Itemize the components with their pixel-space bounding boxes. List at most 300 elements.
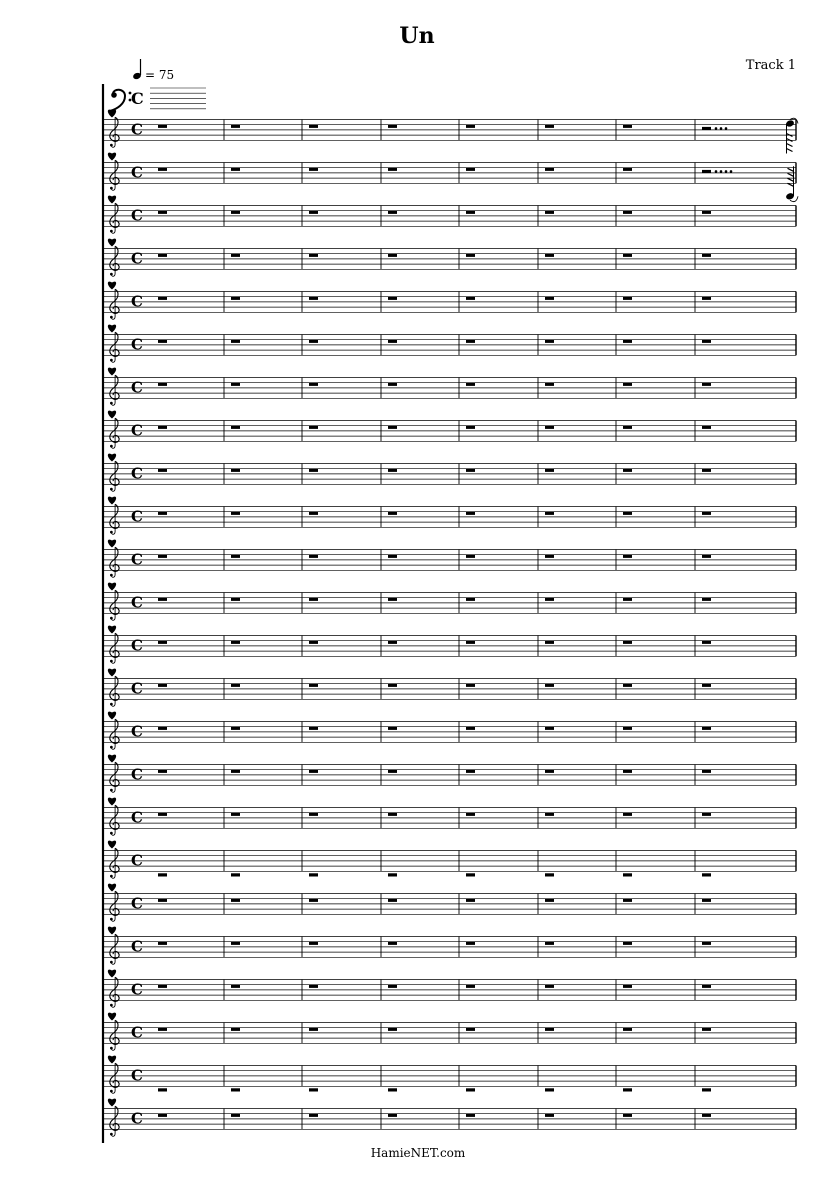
whole-rest: [545, 899, 554, 902]
treble-staff: [103, 239, 796, 277]
staff-connector-icon: [108, 196, 116, 204]
whole-rest: [545, 555, 554, 558]
whole-rest: [231, 512, 240, 515]
treble-staff: [103, 798, 796, 836]
treble-clef-icon: [110, 160, 119, 190]
whole-rest: [231, 1114, 240, 1117]
staff-connector-icon: [108, 1056, 116, 1064]
whole-rest: [158, 598, 167, 601]
whole-rest: [388, 340, 397, 343]
whole-rest: [158, 873, 167, 876]
whole-rest: [231, 340, 240, 343]
whole-rest: [702, 383, 711, 386]
whole-rest: [466, 770, 475, 773]
time-signature: C: [131, 636, 143, 655]
whole-rest: [309, 899, 318, 902]
whole-rest: [623, 1088, 632, 1091]
whole-rest: [466, 297, 475, 300]
whole-rest: [309, 873, 318, 876]
dot: [730, 170, 733, 173]
whole-rest: [231, 770, 240, 773]
tempo-marking: [132, 59, 174, 82]
whole-rest: [623, 512, 632, 515]
bass-clef-icon: [110, 90, 131, 111]
whole-rest: [702, 813, 711, 816]
treble-clef-icon: [110, 1063, 119, 1093]
time-signature: C: [131, 163, 143, 182]
dot: [720, 127, 723, 130]
whole-rest: [231, 598, 240, 601]
time-signature: C: [131, 593, 143, 612]
treble-staff: [103, 970, 796, 1008]
whole-rest: [545, 297, 554, 300]
whole-rest: [545, 727, 554, 730]
treble-staff: [103, 153, 798, 202]
treble-clef-icon: [110, 848, 119, 878]
staff-connector-icon: [108, 153, 116, 161]
time-signature: C: [131, 1066, 143, 1085]
time-signature: C: [131, 894, 143, 913]
whole-rest: [545, 1114, 554, 1117]
whole-rest: [309, 426, 318, 429]
whole-rest: [388, 727, 397, 730]
whole-rest: [309, 297, 318, 300]
staff-connector-icon: [108, 497, 116, 505]
treble-clef-icon: [110, 117, 119, 147]
whole-rest: [466, 684, 475, 687]
whole-rest: [545, 641, 554, 644]
whole-rest: [309, 942, 318, 945]
whole-rest: [545, 598, 554, 601]
whole-rest: [388, 598, 397, 601]
whole-rest: [388, 641, 397, 644]
whole-rest: [158, 297, 167, 300]
whole-rest: [623, 813, 632, 816]
whole-rest: [466, 1088, 475, 1091]
whole-rest: [158, 426, 167, 429]
whole-rest: [702, 1114, 711, 1117]
treble-staff: [103, 540, 796, 578]
whole-rest: [545, 770, 554, 773]
treble-staff: [103, 927, 796, 965]
treble-staff: [103, 841, 796, 879]
whole-rest: [158, 340, 167, 343]
whole-rest: [466, 899, 475, 902]
whole-rest: [623, 211, 632, 214]
whole-rest: [388, 254, 397, 257]
time-signature: C: [131, 550, 143, 569]
whole-rest: [702, 1088, 711, 1091]
whole-rest: [309, 340, 318, 343]
whole-rest: [388, 1114, 397, 1117]
whole-rest: [231, 1028, 240, 1031]
whole-rest: [466, 1114, 475, 1117]
whole-rest: [388, 813, 397, 816]
whole-rest: [231, 469, 240, 472]
whole-rest: [231, 168, 240, 171]
treble-staff: [103, 626, 796, 664]
whole-rest: [466, 1028, 475, 1031]
whole-rest: [388, 770, 397, 773]
staff-connector-icon: [108, 540, 116, 548]
treble-staff: [103, 196, 796, 234]
whole-rest: [466, 469, 475, 472]
time-signature: C: [131, 89, 144, 108]
whole-rest: [158, 383, 167, 386]
whole-rest: [545, 211, 554, 214]
staff-connector-icon: [108, 110, 116, 118]
whole-rest: [231, 254, 240, 257]
whole-rest: [388, 899, 397, 902]
whole-rest: [466, 426, 475, 429]
whole-rest: [158, 211, 167, 214]
whole-rest: [623, 426, 632, 429]
whole-rest: [309, 598, 318, 601]
whole-rest: [466, 942, 475, 945]
whole-rest: [309, 469, 318, 472]
whole-rest: [466, 813, 475, 816]
half-rest: [702, 170, 711, 173]
staff-connector-icon: [108, 626, 116, 634]
whole-rest: [545, 873, 554, 876]
whole-rest: [158, 1088, 167, 1091]
whole-rest: [158, 555, 167, 558]
whole-rest: [545, 254, 554, 257]
whole-rest: [309, 383, 318, 386]
time-signature: C: [131, 851, 143, 870]
treble-clef-icon: [110, 203, 119, 233]
whole-rest: [158, 899, 167, 902]
half-rest: [702, 127, 711, 130]
time-signature: C: [131, 206, 143, 225]
whole-rest: [623, 641, 632, 644]
whole-rest: [466, 512, 475, 515]
whole-rest: [466, 873, 475, 876]
whole-rest: [309, 512, 318, 515]
treble-clef-icon: [110, 332, 119, 362]
whole-rest: [158, 641, 167, 644]
whole-rest: [158, 469, 167, 472]
whole-rest: [623, 1028, 632, 1031]
treble-clef-icon: [110, 719, 119, 749]
treble-clef-icon: [110, 676, 119, 706]
treble-staff: [103, 755, 796, 793]
whole-rest: [545, 125, 554, 128]
whole-rest: [231, 211, 240, 214]
whole-rest: [702, 297, 711, 300]
time-signature: C: [131, 249, 143, 268]
staff-connector-icon: [108, 454, 116, 462]
tempo-text: = 75: [145, 68, 175, 82]
whole-rest: [545, 383, 554, 386]
whole-rest: [309, 555, 318, 558]
whole-rest: [545, 813, 554, 816]
whole-rest: [231, 942, 240, 945]
bass-staff: [110, 88, 206, 111]
whole-rest: [388, 555, 397, 558]
whole-rest: [309, 813, 318, 816]
whole-rest: [158, 942, 167, 945]
whole-rest: [231, 727, 240, 730]
time-signature: C: [131, 1109, 143, 1128]
treble-clef-icon: [110, 547, 119, 577]
treble-clef-icon: [110, 246, 119, 276]
whole-rest: [309, 1028, 318, 1031]
staff-connector-icon: [108, 884, 116, 892]
whole-rest: [545, 942, 554, 945]
whole-rest: [545, 340, 554, 343]
whole-rest: [702, 770, 711, 773]
staff-connector-icon: [108, 712, 116, 720]
staff-connector-icon: [108, 1013, 116, 1021]
whole-rest: [231, 641, 240, 644]
whole-rest: [231, 297, 240, 300]
treble-staff: [103, 110, 798, 154]
whole-rest: [545, 1028, 554, 1031]
time-signature: C: [131, 765, 143, 784]
whole-rest: [623, 598, 632, 601]
whole-rest: [388, 873, 397, 876]
treble-clef-icon: [110, 977, 119, 1007]
whole-rest: [309, 211, 318, 214]
dot: [715, 127, 718, 130]
whole-rest: [702, 340, 711, 343]
whole-rest: [702, 985, 711, 988]
treble-clef-icon: [110, 1106, 119, 1136]
whole-rest: [158, 770, 167, 773]
whole-rest: [158, 985, 167, 988]
treble-staff: [103, 411, 796, 449]
whole-rest: [466, 641, 475, 644]
time-signature: C: [131, 980, 143, 999]
treble-staff: [103, 282, 796, 320]
whole-rest: [545, 168, 554, 171]
whole-rest: [388, 426, 397, 429]
treble-staff: [103, 454, 796, 492]
whole-rest: [231, 426, 240, 429]
footer-credit: HamieNET.com: [370, 1146, 466, 1160]
whole-rest: [623, 942, 632, 945]
whole-rest: [231, 985, 240, 988]
whole-rest: [545, 512, 554, 515]
whole-rest: [158, 254, 167, 257]
time-signature: C: [131, 378, 143, 397]
whole-rest: [623, 383, 632, 386]
whole-rest: [388, 383, 397, 386]
time-signature: C: [131, 507, 143, 526]
whole-rest: [466, 383, 475, 386]
whole-rest: [623, 985, 632, 988]
whole-rest: [466, 168, 475, 171]
whole-rest: [388, 1028, 397, 1031]
whole-rest: [702, 727, 711, 730]
whole-rest: [623, 297, 632, 300]
staff-connector-icon: [108, 798, 116, 806]
time-signature: C: [131, 808, 143, 827]
whole-rest: [623, 340, 632, 343]
staff-connector-icon: [108, 239, 116, 247]
staff-connector-icon: [108, 411, 116, 419]
whole-rest: [388, 1088, 397, 1091]
whole-rest: [309, 1114, 318, 1117]
whole-rest: [158, 168, 167, 171]
dot: [725, 170, 728, 173]
staff-connector-icon: [108, 583, 116, 591]
treble-staff: [103, 1056, 796, 1094]
whole-rest: [702, 254, 711, 257]
staff-connector-icon: [108, 669, 116, 677]
whole-rest: [466, 211, 475, 214]
whole-rest: [231, 684, 240, 687]
whole-rest: [231, 873, 240, 876]
time-signature: C: [131, 120, 143, 139]
staff-connector-icon: [108, 927, 116, 935]
staff-connector-icon: [108, 1099, 116, 1107]
whole-rest: [702, 426, 711, 429]
whole-rest: [623, 684, 632, 687]
staff-connector-icon: [108, 755, 116, 763]
whole-rest: [545, 985, 554, 988]
treble-clef-icon: [110, 934, 119, 964]
treble-staff: [103, 669, 796, 707]
whole-rest: [158, 813, 167, 816]
treble-staff: [103, 884, 796, 922]
treble-clef-icon: [110, 289, 119, 319]
whole-rest: [231, 555, 240, 558]
whole-rest: [466, 555, 475, 558]
whole-rest: [466, 985, 475, 988]
whole-rest: [623, 469, 632, 472]
whole-rest: [158, 1114, 167, 1117]
whole-rest: [231, 899, 240, 902]
whole-rest: [388, 168, 397, 171]
whole-rest: [309, 684, 318, 687]
time-signature: C: [131, 421, 143, 440]
whole-rest: [702, 469, 711, 472]
treble-clef-icon: [110, 418, 119, 448]
whole-rest: [231, 125, 240, 128]
whole-rest: [388, 211, 397, 214]
whole-rest: [466, 340, 475, 343]
whole-rest: [702, 512, 711, 515]
treble-clef-icon: [110, 805, 119, 835]
time-signature: C: [131, 722, 143, 741]
whole-rest: [388, 469, 397, 472]
whole-rest: [702, 211, 711, 214]
whole-rest: [309, 254, 318, 257]
whole-rest: [623, 555, 632, 558]
whole-rest: [231, 1088, 240, 1091]
whole-rest: [623, 254, 632, 257]
dot: [720, 170, 723, 173]
whole-rest: [309, 727, 318, 730]
whole-rest: [623, 873, 632, 876]
treble-staff: [103, 583, 796, 621]
whole-rest: [466, 125, 475, 128]
whole-rest: [623, 770, 632, 773]
whole-rest: [702, 942, 711, 945]
whole-rest: [388, 297, 397, 300]
whole-rest: [702, 641, 711, 644]
treble-staff: [103, 497, 796, 535]
treble-clef-icon: [110, 461, 119, 491]
treble-clef-icon: [110, 1020, 119, 1050]
treble-clef-icon: [110, 891, 119, 921]
time-signature: C: [131, 1023, 143, 1042]
whole-rest: [702, 873, 711, 876]
whole-rest: [388, 684, 397, 687]
treble-clef-icon: [110, 590, 119, 620]
score-title: Un: [399, 23, 435, 49]
whole-rest: [158, 684, 167, 687]
whole-rest: [231, 383, 240, 386]
whole-rest: [702, 598, 711, 601]
whole-rest: [702, 899, 711, 902]
time-signature: C: [131, 292, 143, 311]
treble-staff: [103, 712, 796, 750]
staff-connector-icon: [108, 970, 116, 978]
whole-rest: [702, 555, 711, 558]
treble-clef-icon: [110, 375, 119, 405]
whole-rest: [388, 985, 397, 988]
whole-rest: [702, 684, 711, 687]
time-signature: C: [131, 464, 143, 483]
time-signature: C: [131, 335, 143, 354]
whole-rest: [309, 1088, 318, 1091]
whole-rest: [309, 985, 318, 988]
whole-rest: [309, 168, 318, 171]
whole-rest: [158, 727, 167, 730]
time-signature: C: [131, 937, 143, 956]
whole-rest: [231, 813, 240, 816]
treble-staff: [103, 1099, 796, 1137]
whole-rest: [309, 770, 318, 773]
treble-staff: [103, 1013, 796, 1051]
dot: [715, 170, 718, 173]
whole-rest: [158, 512, 167, 515]
whole-rest: [623, 125, 632, 128]
staff-connector-icon: [108, 368, 116, 376]
whole-rest: [623, 899, 632, 902]
whole-rest: [545, 1088, 554, 1091]
whole-rest: [309, 641, 318, 644]
whole-rest: [545, 426, 554, 429]
whole-rest: [702, 1028, 711, 1031]
treble-clef-icon: [110, 633, 119, 663]
staff-connector-icon: [108, 841, 116, 849]
whole-rest: [158, 1028, 167, 1031]
whole-rest: [158, 125, 167, 128]
time-signature: C: [131, 679, 143, 698]
dot: [725, 127, 728, 130]
whole-rest: [309, 125, 318, 128]
treble-staff: [103, 368, 796, 406]
whole-rest: [388, 942, 397, 945]
whole-rest: [388, 125, 397, 128]
instrument-name: Track 1: [745, 58, 796, 73]
whole-rest: [623, 1114, 632, 1117]
treble-staff: [103, 325, 796, 363]
staff-connector-icon: [108, 325, 116, 333]
whole-rest: [545, 469, 554, 472]
whole-rest: [466, 254, 475, 257]
treble-clef-icon: [110, 762, 119, 792]
whole-rest: [388, 512, 397, 515]
whole-rest: [623, 727, 632, 730]
whole-rest: [623, 168, 632, 171]
whole-rest: [545, 684, 554, 687]
staff-connector-icon: [108, 282, 116, 290]
